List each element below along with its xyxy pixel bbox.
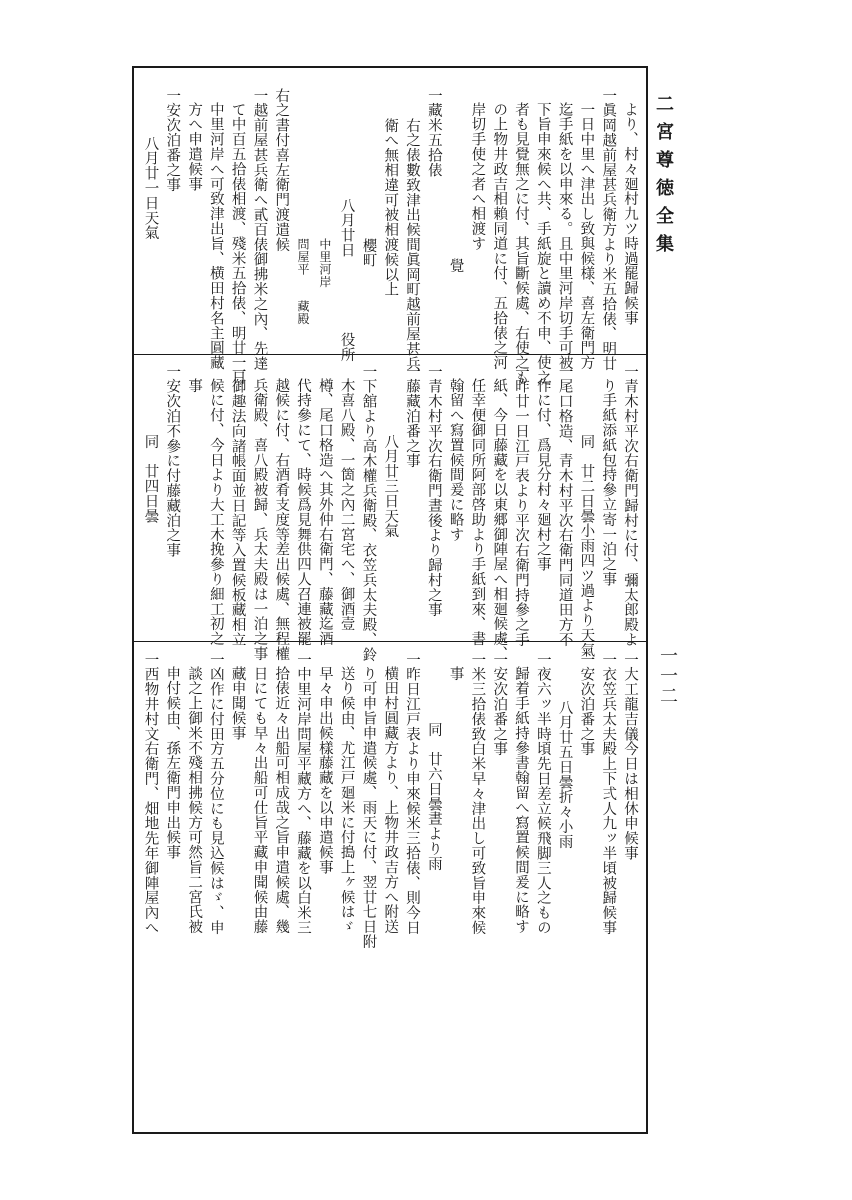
text-band-bottom (140, 652, 640, 950)
text-line: 覺 (447, 258, 464, 273)
text-line: 同 廿二日曇小雨四ツ過より天氣 (578, 434, 595, 658)
text-line: 中里河岸へ可致津出旨、横田村名主圓藏 (207, 102, 224, 371)
text-line: 一青木村平次右衛門歸村に付、彌太郎殿よ (622, 364, 638, 648)
text-line: 一米三拾俵致白米早々津出し可致旨申來候 (469, 652, 486, 936)
text-line: 一藏米五拾俵 (425, 88, 442, 178)
divider-rule-upper (134, 354, 646, 355)
text-line: 事 (186, 378, 203, 393)
text-line: 櫻町 (360, 238, 377, 268)
text-line: より、村々廻村九ツ時過罷歸候事 (622, 102, 638, 326)
text-line: 八月廿日 役所 (338, 198, 355, 362)
text-line: 八月廿三日天氣 (382, 434, 399, 539)
text-line: 一昨日江戸表より申來候米三拾俵、則今日 (404, 652, 421, 936)
text-line: 作に付、爲見分村々廻村之事 (534, 378, 551, 572)
running-header-title: 二宮尊徳全集 (653, 94, 674, 262)
text-line: 一安次泊番之事 (164, 88, 181, 193)
text-line: 一安次泊番之事 (491, 652, 508, 757)
text-line: 同 廿六日曇晝より雨 (425, 722, 442, 871)
text-line: 紙、今日藤藏を以東郷御陣屋へ相廻候處、 (491, 378, 508, 662)
text-line: 一夜六ッ半時頃先日差立候飛脚三人之もの (534, 652, 551, 936)
text-line: 申付候由、孫左衛門申出候事 (164, 666, 181, 860)
text-line: 拾俵近々出船可相成哉之旨申遣候處、幾 (273, 666, 290, 935)
text-line: 木喜八殿、一箇之內二宮宅へ、御酒壹 (338, 378, 355, 632)
text-line: 一眞岡越前屋甚兵衛方より米五拾俵、明廿 (600, 88, 617, 372)
text-line: て中百五拾俵相渡、殘米五拾俵、明廿一日 (229, 102, 246, 386)
page-number: 一一二 (657, 646, 678, 706)
text-line: 一凶作に付田方五分位にも見込候はゞ、申 (207, 652, 224, 936)
text-line: 問屋平 藏殿 (296, 238, 311, 325)
text-line: り可申旨申遣候處、雨天に付、翌廿七日附 (360, 666, 377, 950)
text-line: 一尾口格造、青木村平次右衛門同道田方不 (556, 364, 573, 648)
text-line: 翰留へ寫置候間爰に略す (447, 378, 464, 542)
text-line: 一西物井村文右衛門、畑地先年御陣屋內へ (142, 652, 159, 936)
text-line: 事 (447, 666, 464, 681)
text-line: 一安次泊不參に付藤藏泊之事 (164, 364, 181, 558)
text-line: 藏申聞候事 (229, 666, 246, 741)
text-line: 衛へ無相違可被相渡候以上 (382, 118, 399, 297)
text-band-top (140, 88, 640, 386)
text-line: 一日中里へ津出し致與候様、喜左衛門方 (578, 102, 595, 371)
text-line: 八月廿一日天氣 (142, 136, 159, 241)
text-line: 一下舘より高木權兵衛殿、衣笠兵太夫殿、鈴 (360, 364, 377, 662)
text-line: 樽、尾口格造へ其外仲右衛門、藤藏迄酒 (316, 378, 333, 647)
text-line: 日にても早々出船可仕旨平藏申聞候由藤 (251, 666, 268, 935)
text-line: 方へ申遣候事 (186, 102, 203, 192)
text-line: 歸着手紙持參書翰留へ寫置候間爰に略す (513, 666, 530, 935)
text-line: 一衣笠兵太夫殿上下弍人九ッ半頃被歸候事 (600, 652, 617, 936)
text-line: 一安次泊番之事 (578, 652, 595, 757)
text-frame (132, 66, 648, 1134)
text-line: 一御趣法向諸帳面並日記等入置候板藏相立 (229, 364, 246, 648)
text-band-middle (140, 364, 640, 662)
text-line: 任幸便御同所阿部啓助より手紙到來、書 (469, 378, 486, 647)
text-line: の上物井政吉相賴同道に付、五拾俵之河 (491, 102, 508, 371)
text-line: 一藤藏泊番之事 (404, 364, 421, 469)
divider-rule-lower (134, 641, 646, 642)
text-line: 一青木村平次右衛門晝後より歸村之事 (425, 364, 442, 618)
text-line: 代持參にて、時候爲見舞供四人召連被罷 (295, 378, 312, 647)
text-line: 越候に付、右酒肴支度等差出候處、無程權 (273, 378, 290, 662)
text-line: 八月廿五日曇折々小雨 (556, 700, 573, 849)
text-line: 一中里河岸問屋平藏方へ、藤藏を以白米三 (295, 652, 312, 936)
text-line: 者も見覺無之に付、其旨斷候處、右使之も (513, 102, 530, 386)
text-line: 下旨申來候へ共、手紙旋と讀め不申、使之 (534, 102, 551, 386)
text-line: 談之上御米不殘相拂候方可然旨二宮氏被 (186, 666, 203, 935)
text-line: 右之書付喜左衛門渡遣候 (273, 88, 290, 252)
text-line: 一大工龍吉儀今日は相休申候事 (622, 652, 638, 861)
text-line: 岸切手使之者へ相渡す (469, 102, 486, 251)
text-line: 一昨廿一日江戸表より平次右衛門持參之手 (513, 364, 530, 648)
text-line: 同 廿四日曇 (142, 434, 159, 524)
text-line: 右之俵數致津出候間眞岡町越前屋甚兵 (404, 118, 421, 372)
text-line: 早々申出候樣藤藏を以申遣候事 (316, 666, 333, 875)
text-line: 候に付、今日より大工木挽參り細工初之 (207, 378, 224, 647)
text-line: 兵衛殿、喜八殿被歸、兵太夫殿は一泊之事 (251, 378, 268, 662)
text-line: 中里河岸 (317, 238, 332, 288)
text-line: 横田村圓藏方より、上物井政吉方へ附送 (382, 666, 399, 935)
text-line: 送り候由、尤江戸廻米に付搗上ヶ候はゞ (338, 666, 355, 935)
text-line: 迄手紙を以申來る。且中里河岸切手可被 (556, 102, 573, 371)
text-line: 一越前屋甚兵衛へ貳百俵御拂米之內、先達 (251, 88, 268, 372)
text-line: り手紙添紙包持參立寄一泊之事 (600, 378, 617, 587)
